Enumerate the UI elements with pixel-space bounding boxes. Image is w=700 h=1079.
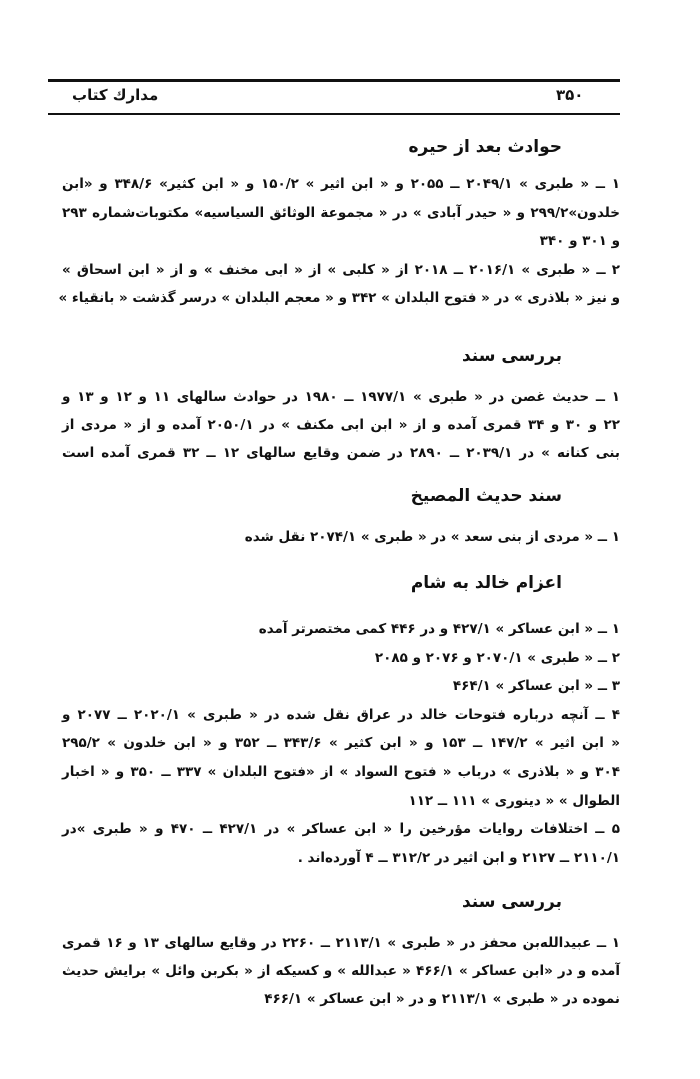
text-line: ۱ ــ حدیث غصن در « طبری » ۱۹۷۷/۱ ــ ۱۹۸۰ در حوادث سالهای ۱۱ و ۱۲ و ۱۳ و [62, 389, 620, 405]
text-line: ۲۲ و ۳۰ و ۳۴ قمری آمده و از « ابن ابی مکنف » در ۲۰۵۰/۱ آمده و از « مردی از [62, 417, 621, 433]
text-line: ۴ ــ آنچه درباره فتوحات خالد در عراق نقل شده در « طبری » ۲۰۲۰/۱ ــ ۲۰۷۷ و [62, 707, 620, 723]
section-heading: حوادث بعد از حیره [408, 137, 562, 157]
header-rule-top [48, 79, 620, 82]
text-line: ۵ ــ اختلافات روایات مؤرخین را « ابن عساکر » در ۴۲۷/۱ ــ ۴۷۰ و « طبری »در [62, 821, 620, 837]
text-line: ۳ ــ « ابن عساکر » ۴۶۴/۱ [452, 678, 620, 694]
text-line: نموده در « طبری » ۲۱۱۳/۱ و در « ابن عساکر » ۴۶۶/۱ [264, 991, 620, 1007]
page-number: ۳۵۰ [556, 86, 584, 104]
text-line: ۲ ــ « طبری » ۲۰۱۶/۱ ــ ۲۰۱۸ از « کلبی » از « ابی مخنف » و از « ابن اسحاق » [62, 262, 620, 278]
text-line: و نیز « بلاذری » در « فتوح البلدان » ۳۴۲ و « معجم البلدان » درسر گذشت « بانقیاء » [58, 290, 620, 306]
section-heading: اعزام خالد به شام [410, 573, 562, 593]
text-line: خلدون»۲۹۹/۲ و « حیدر آبادی » در « مجموعة الوثائق السیاسیه» مکتوبات‌شماره ۲۹۳ [62, 205, 620, 221]
text-line: آمده و در «ابن عساکر » ۴۶۶/۱ « عبدالله » و کسیکه از « بکربن وائل » برایش حدیث [62, 963, 620, 979]
text-line: ۱ ــ « ابن عساکر » ۴۲۷/۱ و در ۴۴۶ کمی مختصرتر آمده [258, 621, 620, 637]
section-heading: سند حدیث المصیخ [410, 486, 562, 506]
header-rule-bottom [48, 113, 620, 115]
section-heading: بررسی سند [461, 892, 562, 912]
text-line: ۱ ــ « طبری » ۲۰۴۹/۱ ــ ۲۰۵۵ و « ابن اثیر » ۱۵۰/۲ و « ابن کثیر» ۳۴۸/۶ و «ابن [62, 176, 621, 192]
text-line: بنی کنانه » در ۲۰۳۹/۱ ــ ۲۸۹۰ در ضمن وقایع سالهای ۱۲ ــ ۳۲ قمری آمده است [62, 445, 620, 461]
text-line: ۱ ــ عبیدالله‌بن محفز در « طبری » ۲۱۱۳/۱ ــ ۲۲۶۰ در وقایع سالهای ۱۳ و ۱۶ قمری [62, 935, 620, 951]
text-line: « ابن اثیر » ۱۴۷/۲ ــ ۱۵۳ و « ابن کثیر » ۳۴۳/۶ ــ ۳۵۲ و « ابن خلدون » ۲۹۵/۲ [62, 735, 620, 751]
text-line: ۱ ــ « مردی از بنی سعد » در « طبری » ۲۰۷۴/۱ نقل شده [244, 529, 620, 545]
running-title: مدارك كتاب [72, 86, 159, 104]
text-line: و ۳۰۱ و ۳۴۰ [539, 233, 620, 249]
text-line: ۲۱۱۰/۱ ــ ۲۱۲۷ و ابن اثیر در ۳۱۲/۲ ــ ۴ آورده‌اند . [297, 850, 620, 866]
text-line: ۳۰۴ و « بلاذری » درباب « فتوح السواد » از «فتوح البلدان » ۳۳۷ ــ ۳۵۰ و « اخبار [62, 764, 620, 780]
section-heading: بررسی سند [461, 346, 562, 366]
text-line: الطوال » « دینوری » ۱۱۱ ــ ۱۱۲ [408, 793, 620, 809]
text-line: ۲ ــ « طبری » ۲۰۷۰/۱ و ۲۰۷۶ و ۲۰۸۵ [374, 650, 620, 666]
